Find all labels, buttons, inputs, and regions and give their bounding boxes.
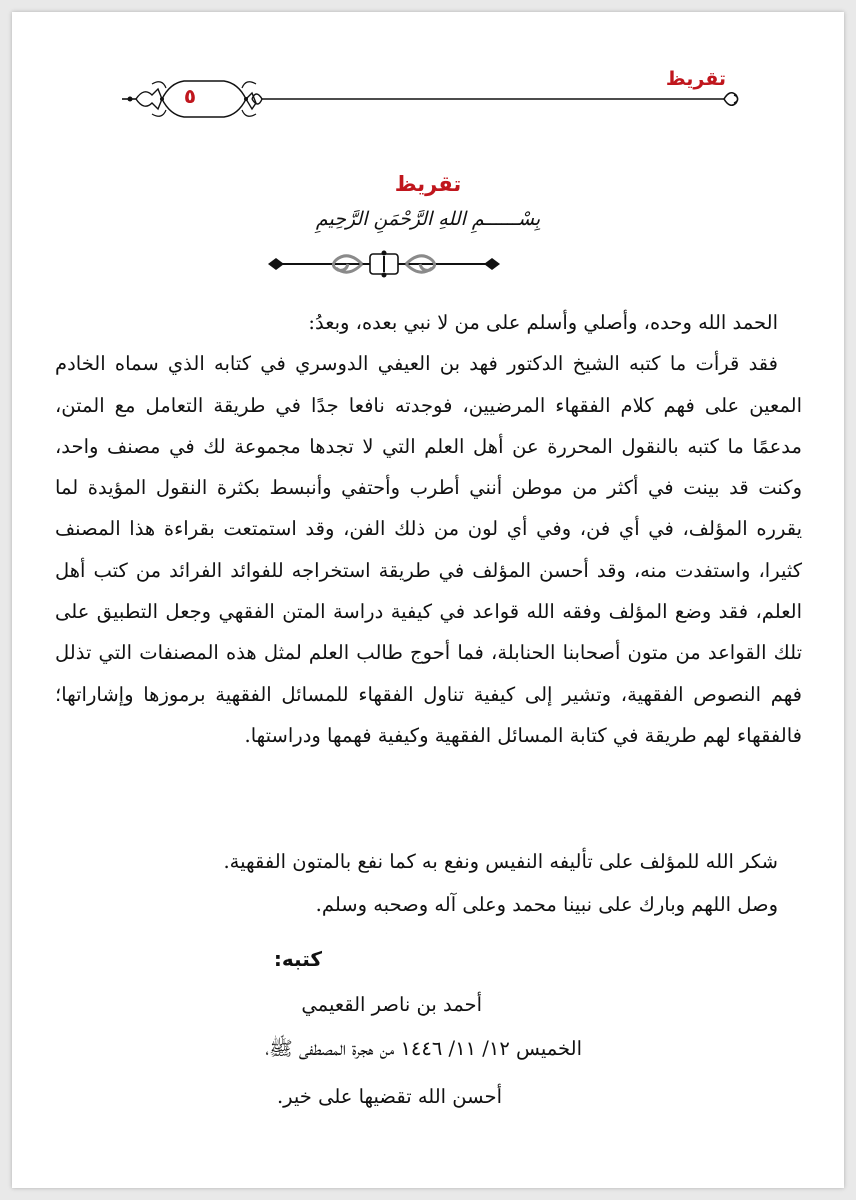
- page-number: ٥: [183, 84, 197, 108]
- page-header: [12, 12, 844, 122]
- signature-label: كتبه:: [273, 947, 322, 971]
- section-title: تقريظ: [394, 172, 462, 196]
- page-sheet: [12, 12, 844, 1188]
- main-paragraph: فقد قرأت ما كتبه الشيخ الدكتور فهد بن العيفي الدوسري في كتابه الذي سماه الخادم المعين على فهم كلام الفقهاء المرضيين، فوجدته نافعا جدًا في طريقة التعامل مع المتن، مدعمًا ما كتبه بالنقول المحررة عن أهل العلم التي لا تجدها مجموعة لك في مصنف واحد، وكنت قد بينت في أكثر من موطن أنني أطرب وأحتفي وأنبسط بكثرة النقول المؤيدة لما يقرره المؤلف، في أي فن، وفي أي لون من ذلك الفن، وقد استمتعت بقراءة هذا المصنف كثيرا، واستفدت منه، وقد أحسن المؤلف في طريقة استخراجه للفوائد الفرائد من كتب أهل العلم، فقد وضع المؤلف وفقه الله قواعد في كيفية دراسة المتن الفقهي وجعل التطبيق على تلك القواعد من متون أصحابنا الحنابلة، فما أحوج طالب العلم لمثل هذه المصنفات التي تذلل فهم النصوص الفقهية، وتشير إلى كيفية تناول الفقهاء للمسائل الفقهية برموزها وإشاراتها؛ فالفقهاء لهم طريقة في كتابة المسائل الفقهية وكيفية فهمها ودراستها.: [55, 352, 802, 747]
- title-ornament-icon: [266, 248, 502, 280]
- running-title: تقريظ: [665, 68, 726, 90]
- closing: [55, 840, 802, 926]
- basmala: بِسْــــــمِ اللهِ الرَّحْمَنِ الرَّحِيمِ: [315, 208, 541, 230]
- closing-thanks: شكر الله للمؤلف على تأليفه النفيس ونفع به كما نفع بالمتون الفقهية.: [223, 850, 778, 873]
- signature-prayer: أحسن الله تقضيها على خير.: [276, 1085, 502, 1108]
- body-text: [55, 302, 802, 756]
- signature-name: أحمد بن ناصر القعيمي: [301, 993, 482, 1016]
- header-ornament-icon: [12, 12, 844, 122]
- opening-line: الحمد الله وحده، وأصلي وأسلم على من لا نبي بعده، وبعدُ:: [308, 311, 778, 334]
- signature-date: الخميس ١٢/ ١١/ ١٤٤٦ من هجرة المصطفى ﷺ،: [265, 1037, 582, 1060]
- closing-salutation: وصل اللهم وبارك على نبينا محمد وعلى آله وصحبه وسلم.: [315, 893, 778, 916]
